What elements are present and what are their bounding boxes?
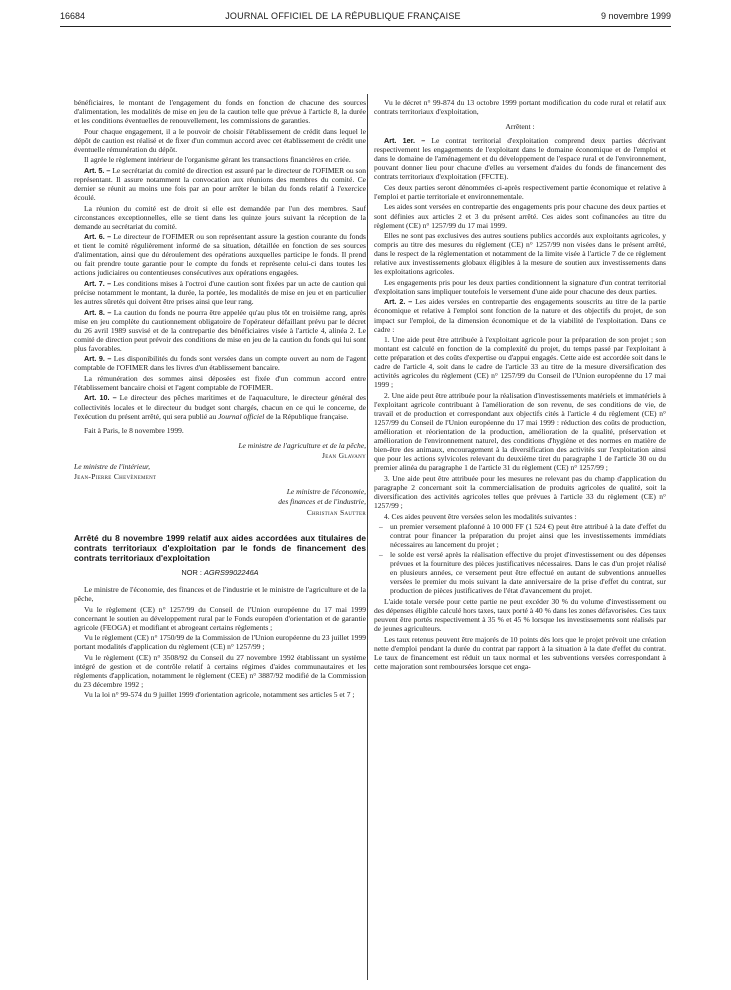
paragraph: Il agrée le règlement intérieur de l'organisme gérant les transactions financières en criée.	[84, 155, 351, 165]
article-6	[74, 232, 366, 277]
paragraph: Ces deux parties seront dénommées ci-après respectivement partie économique et relative à l'emploi et partie territoriale et environnementale.	[374, 182, 666, 201]
article-label: Art. 5. –	[84, 165, 111, 175]
article-label: Art. 9. –	[84, 354, 112, 364]
paragraph: 4. Ces aides peuvent être versées selon les modalités suivantes :	[384, 511, 577, 521]
paragraph: 2. Une aide peut être attribuée pour la réalisation d'investissements matériels et immatériels à l'exploitant agricole contribuant à l'amélioration de son revenu, de ses conditions de vie, de travail et de production et correspondant aux objectifs cités à l'article 4 du règlement (CE) n° 1257/99 du Conseil de l'Union européenne du 17 mai 1999 : réduction des coûts de production, amélioration et réorientation de la production, amélioration de la qualité, préservation et amélioration de l'environnement naturel, des conditions d'hygiène et des normes en matière de bien-être des animaux, encouragement à la diversification des activités sur l'exploitation ainsi que pour les actions sylvicoles relevant du deuxième tiret du paragraphe 1 de l'article 30 ou du premier alinéa du paragraphe 1 de l'article 31 du règlement (CE) n° 1257/99 ;	[374, 390, 666, 473]
article-label: Art. 7. –	[84, 278, 112, 288]
article-text: Le directeur des pêches maritimes et de l'aquaculture, le directeur général des collectivités locales et le directeur du budget sont chargés, chacun en ce qui le concerne, de l'exécution du présent arrêté, qui sera publié au	[74, 393, 366, 421]
paragraph: Les engagements pris pour les deux parties conditionnent la signature d'un contrat territorial d'exploitation sans impliquer toutefois le versement d'une aide pour chacune des deux parties.	[374, 277, 666, 296]
list-item: – un premier versement plafonné à 10 000 FF (1 524 €) peut être attribué à la date d'effet du contrat pour financer la préparation du projet ainsi que les investissements immédiats nécessaires au lancement du projet ;	[390, 522, 666, 549]
visa: Vu le règlement (CE) n° 1750/99 de la Commission de l'Union européenne du 23 juillet 1999 portant modalités d'application du règlement (CE) n° 1257/99 ;	[74, 633, 366, 652]
signatory-name: Jean-Pierre Chevènement	[74, 472, 157, 482]
right-column	[374, 98, 666, 984]
column-separator	[367, 94, 368, 980]
left-column	[74, 98, 366, 984]
paragraph: L'aide totale versée pour cette partie ne peut excéder 30 % du volume d'investissement ou des dépenses éligible calculé hors taxes, taux porté à 40 % dans les zones défavorisées. Ces taux peuvent être portés respectivement à 35 % et 45 % lorsque les investissements sont réalisés par de jeunes agriculteurs.	[374, 596, 666, 634]
paragraph: bénéficiaires, le montant de l'engagement du fonds en fonction de chacune des sources d'alimentation, les modalités de mise en jeu de la caution telle que prévue à l'article 8, la durée et les conditions éventuelles de renouvellement, les commissions de garanties.	[74, 98, 366, 126]
issue-date: 9 novembre 1999	[600, 11, 671, 21]
article-text: Le directeur de l'OFIMER ou son représentant assure la gestion courante du fonds et tient le comité régulièrement informé de sa situation, détaillée en fonction de ses sources d'alimentation, ainsi que du déroulement des opérations auxquelles participe le fonds. Il prend ou fait prendre toute garantie pour le compte du fonds et représente celui-ci dans toutes les actions judiciaires ou contentieuses consécutives aux opérations engagées.	[74, 232, 366, 278]
article-label: Art. 8. –	[84, 307, 112, 317]
visa: Vu la loi n° 99-574 du 9 juillet 1999 d'orientation agricole, notamment ses articles 5 et 7 ;	[84, 690, 355, 700]
dash-list	[374, 522, 666, 595]
visa: Vu le décret n° 99-874 du 13 octobre 1999 portant modification du code rural et relatif aux contrats territoriaux d'exploitation,	[374, 98, 666, 117]
paragraph: 3. Une aide peut être attribuée pour les mesures ne relevant pas du champ d'application du paragraphe 2 concernant soit la commercialisation de produits agricoles de qualité, soit la diversification des activités agricoles telles que prévues à l'article 33 du règlement (CE) n° 1257/99 ;	[374, 473, 666, 510]
article-label: Art. 2. –	[384, 297, 413, 307]
signatory-name: Christian Sautter	[306, 507, 366, 517]
signatory-name: Jean Glavany	[322, 451, 366, 461]
signatory-role: Le ministre de l'intérieur,	[74, 461, 150, 471]
paragraph: La rémunération des sommes ainsi déposées est fixée d'un commun accord entre l'établissement bancaire choisi et l'agent comptable de l'OFIMER.	[74, 373, 366, 392]
paragraph: Pour chaque engagement, il a le pouvoir de choisir l'établissement de crédit dans lequel le dépôt de caution est réalisé et de fixer d'un commun accord avec cet établissement de crédit une éventuelle rémunération du dépôt.	[74, 126, 366, 154]
paragraph: Les taux retenus peuvent être majorés de 10 points dès lors que le projet prévoit une création nette d'emploi pendant la durée du contrat par rapport à la situation à la date d'effet du contrat. Le taux de financement est réduit un taux normal et les subventions versées correspondant à cette majoration sont remboursées lorsque cet enga-	[374, 634, 666, 671]
article-10	[74, 393, 366, 420]
arretent: Arrêtent :	[505, 121, 535, 131]
paragraph: Les aides sont versées en contrepartie des engagements pris pour chacune des deux parties et sont définies aux articles 2 et 3 du présent arrêté. Ces aides sont cofinancées au titre du règlement (CE) n° 1257/99 du 17 mai 1999.	[374, 202, 666, 230]
list-item: – le solde est versé après la réalisation effective du projet d'investissement ou des dépenses prévues et la fourniture des pièces justificatives nécessaires. Dans le cas d'un projet réalisé en plusieurs années, ce versement peut être effectué en autant de subventions annuelles versées le premier du mois suivant la date anniversaire de la prise d'effet du contrat, sur production de pièces justificatives de l'état d'avancement du projet.	[390, 550, 666, 595]
arrete-title: Arrêté du 8 novembre 1999 relatif aux aides accordées aux titulaires de contrats territoriaux d'exploitation par le fonds de financement des contrats territoriaux d'exploitation	[74, 533, 366, 564]
article-text: de la République française.	[264, 411, 349, 421]
journal-officiel-ref: Journal officiel	[218, 411, 265, 421]
article-text: Les conditions mises à l'octroi d'une caution sont fixées par un acte de caution qui précise notamment le montant, la durée, la portée, les modalités de mise en jeu et en particulier les autres sûretés qui doivent être prises ainsi que leur rang.	[74, 278, 366, 306]
signatory-role: Le ministre de l'agriculture et de la pêche,	[238, 440, 366, 450]
article-2	[374, 297, 666, 333]
article-text: Les aides versées en contrepartie des engagements souscrits au titre de la partie économique et relative à l'emploi sont fonction de la nature et des objectifs du projet, de son impact sur l'emploi, de la dimension économique et de la viabilité de l'exploitation. Dans ce cadre :	[374, 297, 666, 334]
nor-code: AGRS9902246A	[203, 567, 259, 577]
visa: Vu le règlement (CE) n° 3508/92 du Conseil du 27 novembre 1992 établissant un système intégré de gestion et de contrôle relatif à certains régimes d'aides communautaires et les règlements d'application, notamment le règlement (CEE) n° 3887/92 modifié de la Commission du 23 décembre 1992 ;	[74, 652, 366, 689]
page-header	[60, 8, 671, 24]
fait-a-paris: Fait à Paris, le 8 novembre 1999.	[84, 426, 184, 436]
article-7	[74, 279, 366, 306]
paragraph: Le ministre de l'économie, des finances et de l'industrie et le ministre de l'agriculture et de la pêche,	[74, 584, 366, 603]
signatory-role: des finances et de l'industrie,	[278, 497, 366, 507]
article-label: Art. 6. –	[84, 232, 112, 242]
nor-reference	[74, 568, 366, 577]
paragraph: 1. Une aide peut être attribuée à l'exploitant agricole pour la préparation de son projet ; son montant est calculé en fonction de la complexité du projet, du temps passé par l'exploitant à cette préparation et des coûts d'expertise ou d'appui engagés. Cette aide est accordée soit dans le cadre de l'article 4, soit dans le cadre de l'article 33 au titre de la mesure diversification des activités agricoles du règlement (CE) n° 1257/99 du Conseil de l'Union européenne du 17 mai 1999 ;	[374, 335, 666, 390]
paragraph: Elles ne sont pas exclusives des autres soutiens publics accordés aux exploitants agricoles, y compris au titre des mesures du règlement (CE) n° 1257/99 non visées dans le présent arrêté, dans le respect de la réglementation et notamment de la limite visée à l'article 7 de ce règlement relative aux investissements globaux éligibles à la mesure de soutien aux investissements dans les exploitations agricoles.	[374, 231, 666, 277]
header-rule	[60, 26, 671, 27]
article-8	[74, 308, 366, 353]
visa: Vu le règlement (CE) n° 1257/99 du Conseil de l'Union européenne du 17 mai 1999 concernant le soutien au développement rural par le Fonds européen d'orientation et de garantie agricole (FEOGA) et modifiant et abrogeant certains règlements ;	[74, 604, 366, 632]
journal-title: JOURNAL OFFICIEL DE LA RÉPUBLIQUE FRANÇAISE	[225, 11, 461, 21]
article-1	[374, 136, 666, 181]
nor-label: NOR :	[181, 567, 204, 577]
article-text: Le secrétariat du comité de direction est assuré par le directeur de l'OFIMER ou son représentant. Il assure notamment la convocation aux réunions des membres du comité. Ce dernier se réunit au moins une fois par an pour arrêter le bilan du fonds relatif à l'exercice écoulé.	[74, 165, 366, 202]
article-5	[74, 166, 366, 202]
article-9	[74, 354, 366, 372]
article-label: Art. 1er. –	[384, 136, 426, 146]
article-label: Art. 10. –	[84, 393, 117, 403]
article-text: La caution du fonds ne pourra être appelée qu'au plus tôt en troisième rang, après mise en jeu complète du cautionnement obligatoire de l'opérateur défaillant prévu par le décret du 26 avril 1989 susvisé et de la contrepartie des bénéficiaires visée à l'article 4, alinéa 2. Le comité de direction peut prévoir des conditions de mise en jeu de la caution du fonds qui lui sont plus favorables.	[74, 307, 366, 353]
article-text: Les disponibilités du fonds sont versées dans un compte ouvert au nom de l'agent comptable de l'OFIMER dans les livres d'un établissement bancaire.	[74, 354, 366, 373]
paragraph: La réunion du comité est de droit si elle est demandée par l'un des membres. Sauf circonstances exceptionnelles, elle se tient dans les quinze jours suivant la réception de la demande au secrétariat du comité.	[74, 203, 366, 231]
page-number: 16684	[60, 11, 86, 21]
signatory-role: Le ministre de l'économie,	[286, 486, 366, 496]
article-text: Le contrat territorial d'exploitation comprend deux parties décrivant respectivement les engagements de l'exploitant dans le domaine économique et de l'emploi et dans le domaine de l'aménagement et du développement de l'espace rural et de l'environnement, pouvant donner lieu pour chacune d'elles au versement d'aides du fonds de financement des contrats territoriaux d'exploitation (FFCTE).	[374, 136, 666, 182]
